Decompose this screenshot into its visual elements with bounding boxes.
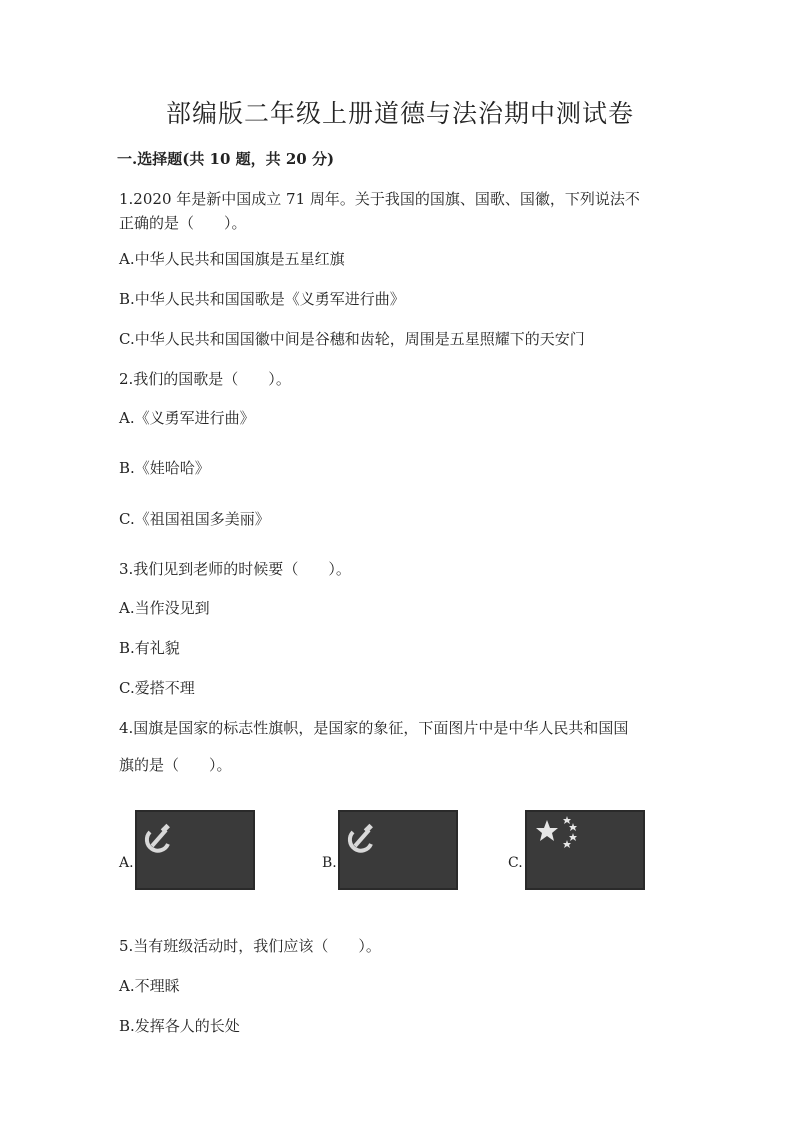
question-2-stem: 2.我们的国歌是（ ）。 [119, 370, 291, 388]
question-4-stem-line1: 4.国旗是国家的标志性旗帜，是国家的象征，下面图片中是中华人民共和国国 [119, 719, 629, 737]
question-1-stem-line2: 正确的是（ ）。 [119, 214, 247, 232]
question-1-option-b: B.中华人民共和国国歌是《义勇军进行曲》 [119, 290, 405, 308]
question-3-option-c: C.爱搭不理 [119, 679, 195, 697]
question-4-stem-line2: 旗的是（ ）。 [119, 756, 232, 774]
document-title: 部编版二年级上册道德与法治期中测试卷 [165, 99, 634, 128]
question-1-option-a: A.中华人民共和国国旗是五星红旗 [119, 250, 345, 268]
question-3-option-b: B.有礼貌 [119, 639, 180, 657]
hammer-sickle-flag-icon [135, 810, 255, 890]
question-5-option-b: B.发挥各人的长处 [119, 1017, 240, 1035]
question-1-stem-line1: 1.2020 年是新中国成立 71 周年。关于我国的国旗、国歌、国徽，下列说法不 [119, 190, 640, 208]
question-2-option-c: C.《祖国祖国多美丽》 [119, 510, 270, 528]
question-2-option-b: B.《娃哈哈》 [119, 459, 210, 477]
question-2-option-a: A.《义勇军进行曲》 [119, 409, 255, 427]
five-star-flag-icon [525, 810, 645, 890]
question-4-image-option-b-label: B. [322, 855, 337, 871]
question-4-image-option-a-label: A. [119, 855, 134, 871]
question-4-image-option-c-label: C. [508, 855, 523, 871]
question-1-option-c: C.中华人民共和国国徽中间是谷穗和齿轮，周围是五星照耀下的天安门 [119, 330, 585, 348]
question-3-stem: 3.我们见到老师的时候要（ ）。 [119, 560, 351, 578]
question-3-option-a: A.当作没见到 [119, 599, 210, 617]
question-5-stem: 5.当有班级活动时，我们应该（ ）。 [119, 937, 381, 955]
hammer-sickle-flag-icon [338, 810, 458, 890]
section-heading: 一.选择题(共 10 题，共 20 分) [117, 150, 335, 168]
question-5-option-a: A.不理睬 [119, 977, 180, 995]
